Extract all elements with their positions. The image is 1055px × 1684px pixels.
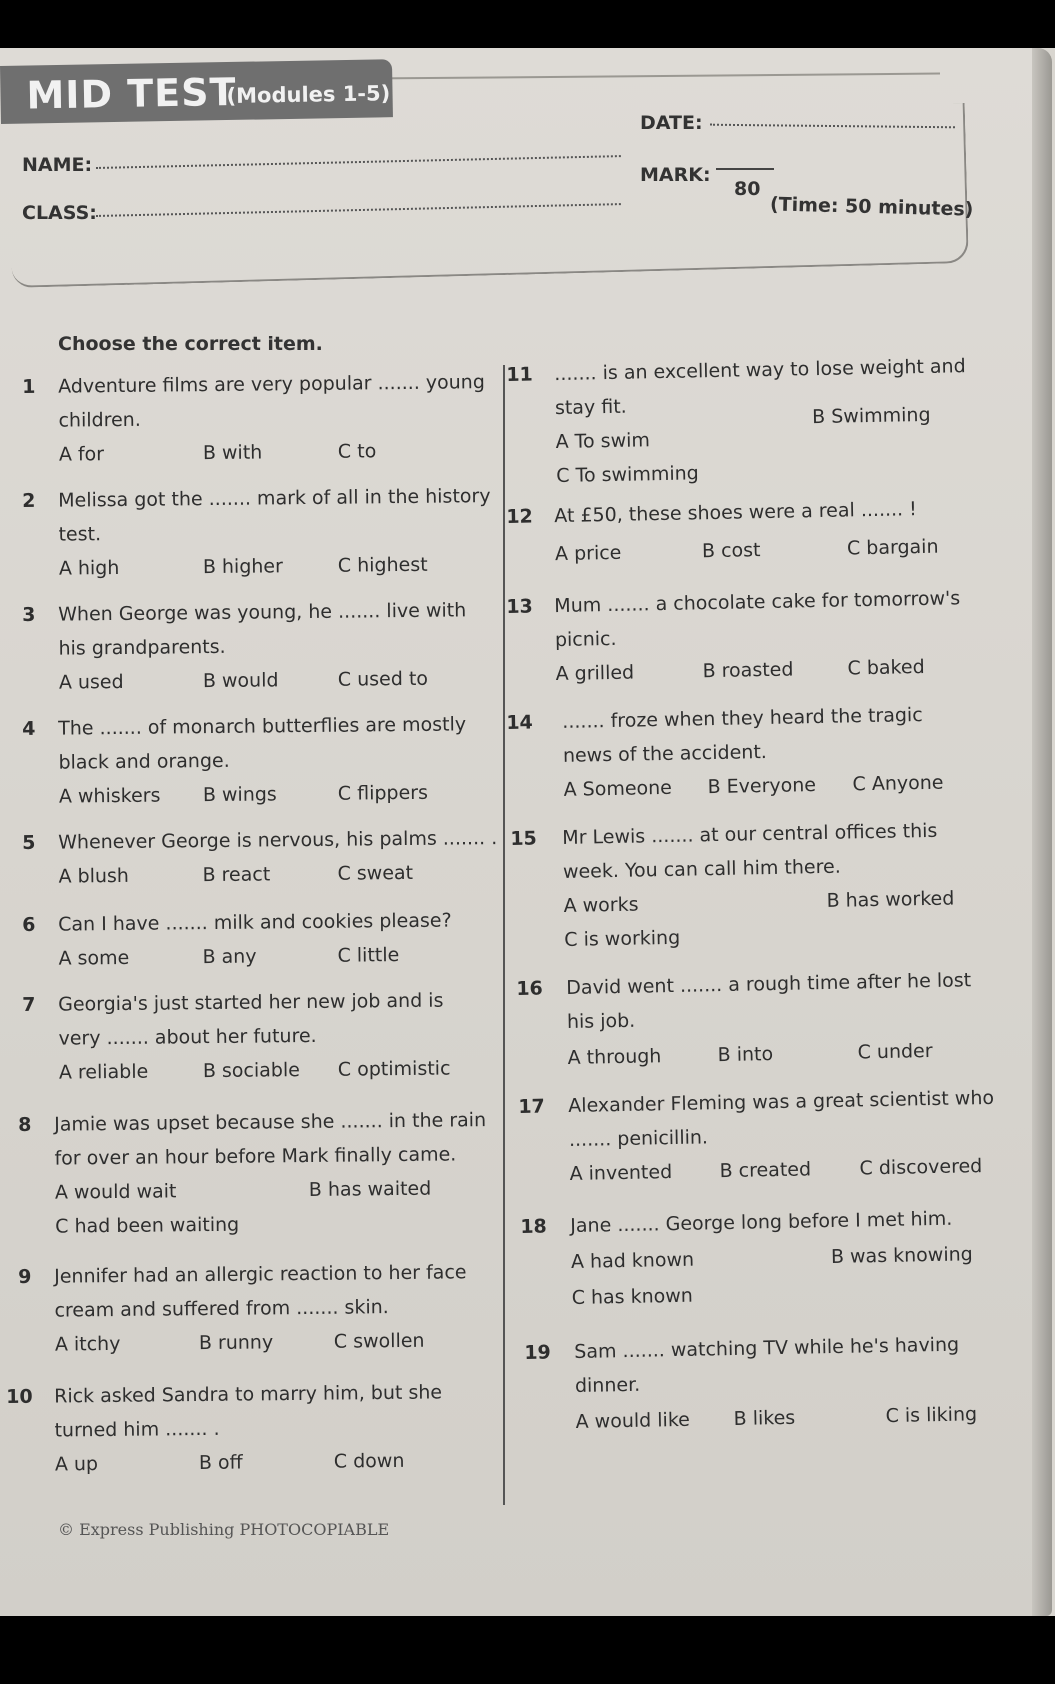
option-c[interactable]: C bargain: [846, 535, 939, 560]
option-b[interactable]: B would: [202, 669, 279, 693]
question-text: test.: [58, 523, 102, 546]
option-a[interactable]: A through: [567, 1045, 662, 1070]
option-a[interactable]: A would like: [575, 1408, 691, 1434]
question-number: 13: [506, 595, 533, 618]
page-subtitle: (Modules 1-5): [226, 81, 391, 109]
question-text: Melissa got the ....... mark of all in the history: [58, 485, 491, 512]
mark-label: MARK:: [640, 164, 711, 186]
question-text: Georgia's just started her new job and is: [58, 989, 444, 1016]
option-b[interactable]: B was knowing: [830, 1243, 973, 1269]
question-number: 6: [22, 913, 36, 936]
question-text: The ....... of monarch butterflies are mostly: [58, 713, 467, 740]
option-c[interactable]: C Anyone: [852, 771, 944, 796]
question-text: dinner.: [574, 1373, 641, 1398]
option-b[interactable]: B created: [719, 1158, 812, 1183]
question-text: stay fit.: [554, 395, 627, 420]
question-text: his grandparents.: [58, 635, 226, 660]
time-limit: (Time: 50 minutes): [769, 193, 974, 221]
option-c[interactable]: C used to: [337, 667, 429, 691]
mark-fraction-line: [716, 168, 774, 170]
option-a[interactable]: A would wait: [54, 1180, 177, 1204]
instruction: Choose the correct item.: [58, 333, 323, 355]
option-c[interactable]: C has known: [571, 1284, 694, 1310]
option-c[interactable]: C flippers: [337, 781, 429, 805]
question-text: cream and suffered from ....... skin.: [54, 1296, 389, 1322]
option-c[interactable]: C discovered: [859, 1155, 983, 1180]
book-spine-shadow: [1032, 48, 1052, 1616]
name-label: NAME:: [22, 154, 93, 176]
question-number: 1: [22, 375, 36, 398]
option-b[interactable]: B Everyone: [707, 774, 817, 799]
option-a[interactable]: A some: [58, 946, 130, 970]
question-number: 18: [520, 1215, 547, 1238]
question-text: Adventure films are very popular ....... young: [58, 371, 485, 398]
option-a[interactable]: A reliable: [58, 1060, 149, 1084]
option-a[interactable]: A for: [58, 443, 105, 466]
question-text: Whenever George is nervous, his palms ....... .: [58, 827, 498, 854]
option-a[interactable]: A invented: [569, 1161, 673, 1186]
question-text: Sam ....... watching TV while he's having: [574, 1333, 960, 1364]
option-b[interactable]: B Swimming: [811, 403, 931, 429]
option-b[interactable]: B wings: [202, 783, 277, 807]
question-text: Mr Lewis ....... at our central offices this: [562, 819, 938, 849]
column-divider: [503, 365, 505, 1505]
option-c[interactable]: C under: [857, 1040, 933, 1064]
option-c[interactable]: C highest: [337, 553, 428, 577]
option-b[interactable]: B roasted: [702, 658, 794, 683]
class-label: CLASS:: [22, 202, 97, 224]
option-b[interactable]: B likes: [733, 1406, 796, 1430]
title-banner: [0, 59, 393, 124]
option-a[interactable]: A Someone: [563, 776, 673, 801]
option-b[interactable]: B sociable: [202, 1059, 300, 1083]
option-b[interactable]: B has worked: [826, 887, 955, 912]
question-number: 8: [18, 1113, 32, 1136]
option-a[interactable]: A itchy: [54, 1332, 121, 1356]
option-a[interactable]: A up: [54, 1453, 99, 1476]
option-b[interactable]: B has waited: [308, 1177, 432, 1201]
question-text: Can I have ....... milk and cookies please?: [58, 909, 452, 936]
option-a[interactable]: A price: [554, 541, 622, 566]
question-text: week. You can call him there.: [562, 855, 841, 883]
question-number: 15: [510, 827, 537, 850]
option-c[interactable]: C little: [337, 944, 400, 967]
question-number: 2: [22, 489, 36, 512]
question-number: 12: [506, 505, 533, 528]
question-text: Jennifer had an allergic reaction to her face: [54, 1261, 467, 1288]
question-text: Rick asked Sandra to marry him, but she: [54, 1381, 443, 1408]
question-number: 16: [516, 977, 543, 1000]
option-b[interactable]: B with: [202, 441, 263, 465]
option-a[interactable]: A used: [58, 670, 124, 694]
option-c[interactable]: C down: [333, 1449, 405, 1473]
option-c[interactable]: C had been waiting: [55, 1213, 240, 1238]
option-b[interactable]: B off: [198, 1451, 243, 1474]
question-number: 11: [506, 363, 533, 386]
question-text: his job.: [566, 1009, 636, 1034]
option-b[interactable]: B into: [717, 1043, 774, 1067]
question-text: ....... froze when they heard the tragic: [562, 704, 923, 733]
option-a[interactable]: A had known: [570, 1248, 695, 1274]
question-text: picnic.: [554, 627, 617, 652]
option-c[interactable]: C to: [337, 440, 377, 463]
copyright-footer: © Express Publishing PHOTOCOPIABLE: [58, 1520, 390, 1539]
option-a[interactable]: A whiskers: [58, 784, 161, 808]
option-c[interactable]: C optimistic: [337, 1057, 451, 1081]
question-text: turned him ....... .: [54, 1417, 220, 1442]
page-title: MID TEST: [26, 69, 237, 118]
question-text: for over an hour before Mark finally came.: [54, 1143, 457, 1170]
question-text: Jamie was upset because she ....... in the rain: [54, 1109, 487, 1136]
question-text: At £50, these shoes were a real ....... !: [554, 498, 917, 528]
question-text: news of the accident.: [562, 741, 768, 767]
option-a[interactable]: A blush: [58, 864, 130, 888]
question-number: 9: [18, 1265, 32, 1288]
mark-total: 80: [734, 178, 761, 200]
question-number: 4: [22, 717, 36, 740]
option-b[interactable]: B runny: [198, 1331, 274, 1355]
question-number: 7: [22, 993, 36, 1016]
question-number: 19: [524, 1341, 551, 1364]
question-text: Mum ....... a chocolate cake for tomorrow's: [554, 587, 961, 618]
question-text: ....... penicillin.: [568, 1126, 709, 1152]
question-number: 3: [22, 603, 36, 626]
question-text: children.: [58, 408, 141, 432]
option-a[interactable]: A grilled: [555, 661, 635, 686]
option-b[interactable]: B higher: [202, 555, 283, 579]
question-text: Jane ....... George long before I met him.: [570, 1207, 953, 1238]
question-text: very ....... about her future.: [58, 1024, 317, 1050]
option-b[interactable]: B cost: [701, 539, 761, 563]
option-c[interactable]: C is liking: [885, 1403, 978, 1428]
question-number: 10: [6, 1385, 33, 1408]
question-text: Alexander Fleming was a great scientist who: [568, 1086, 995, 1118]
question-number: 5: [22, 831, 36, 854]
question-number: 14: [506, 711, 533, 734]
option-c[interactable]: C To swimming: [556, 462, 699, 488]
question-text: black and orange.: [58, 749, 230, 774]
option-a[interactable]: A works: [563, 893, 639, 917]
question-text: David went ....... a rough time after he lost: [566, 969, 972, 1000]
option-c[interactable]: C sweat: [337, 861, 414, 885]
question-text: When George was young, he ....... live with: [58, 599, 467, 626]
option-a[interactable]: A To swim: [555, 429, 651, 454]
option-a[interactable]: A high: [58, 556, 120, 580]
question-number: 17: [518, 1095, 545, 1118]
option-c[interactable]: C swollen: [333, 1329, 425, 1353]
date-label: DATE:: [640, 112, 703, 134]
option-c[interactable]: C is working: [564, 926, 681, 951]
question-text: ....... is an excellent way to lose weight and: [554, 355, 966, 386]
option-c[interactable]: C baked: [847, 655, 925, 680]
option-b[interactable]: B any: [202, 945, 257, 969]
option-b[interactable]: B react: [202, 863, 271, 887]
